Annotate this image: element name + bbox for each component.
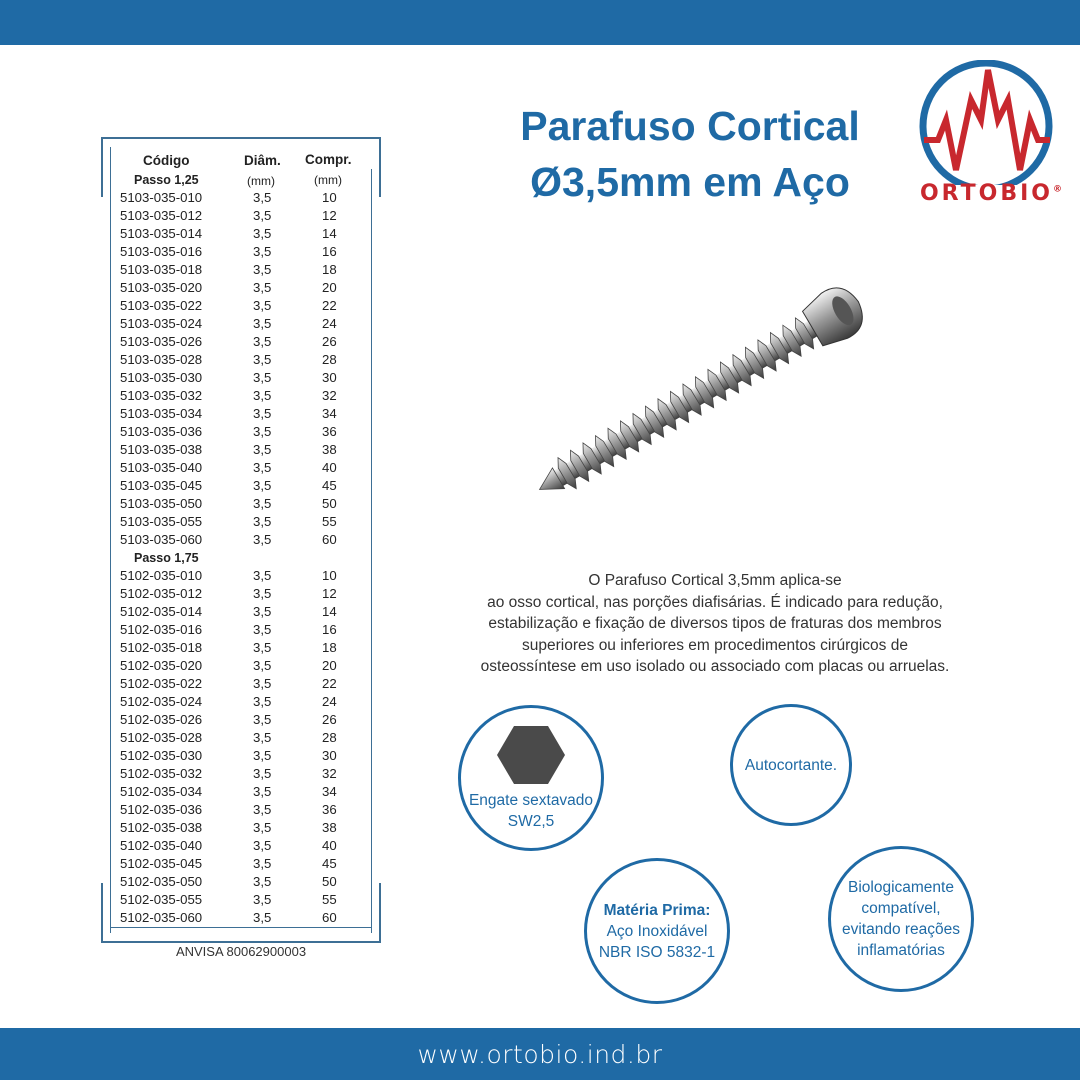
table-row	[113, 351, 358, 369]
table-row	[113, 675, 358, 693]
feature-material	[584, 858, 730, 1004]
cell-code: 5103-035-038	[120, 442, 203, 457]
cell-code: 5102-035-018	[120, 640, 203, 655]
table-row	[113, 243, 358, 261]
title-line-1: Parafuso Cortical	[520, 103, 860, 149]
logo-text: ORTOBIO	[919, 181, 1054, 206]
feature-material-line2: Aço Inoxidável	[606, 922, 708, 940]
frame-bottom	[101, 941, 381, 943]
feature-selftap-line1: Autocortante.	[744, 756, 838, 774]
feature-material-line3: NBR ISO 5832-1	[598, 943, 716, 961]
feature-material-line1: Matéria Prima:	[603, 901, 711, 919]
frame-corner	[379, 137, 381, 197]
anvisa-registration: ANVISA 80062900003	[175, 944, 307, 959]
cell-code: 5102-035-030	[120, 748, 203, 763]
feature-hex-line2: SW2,5	[507, 813, 555, 830]
cell-diameter: 3,5	[253, 910, 272, 925]
cell-diameter: 3,5	[253, 388, 272, 403]
cell-diameter: 3,5	[253, 622, 272, 637]
cell-code: 5102-035-014	[120, 604, 203, 619]
table-row	[113, 621, 358, 639]
cell-diameter: 3,5	[253, 784, 272, 799]
cell-diameter: 3,5	[253, 514, 272, 529]
screw-image	[510, 262, 900, 522]
cell-diameter: 3,5	[253, 496, 272, 511]
cell-diameter: 3,5	[253, 676, 272, 691]
header-code: Código	[143, 153, 190, 168]
cell-length: 45	[322, 478, 337, 493]
cell-length: 18	[322, 640, 337, 655]
table-row	[113, 279, 358, 297]
table-row	[113, 657, 358, 675]
table-row	[113, 639, 358, 657]
cell-length: 34	[322, 406, 337, 421]
cell-code: 5102-035-060	[120, 910, 203, 925]
cell-diameter: 3,5	[253, 460, 272, 475]
table-row	[113, 225, 358, 243]
cell-diameter: 3,5	[253, 856, 272, 871]
table-row	[113, 729, 358, 747]
frame-inner-bottom	[110, 927, 372, 928]
feature-bio-line1: Biologicamente	[848, 879, 954, 896]
cell-length: 26	[322, 712, 337, 727]
table-row	[113, 261, 358, 279]
cell-code: 5103-035-050	[120, 496, 203, 511]
table-row	[113, 333, 358, 351]
website-link[interactable]: www.ortobio.ind.br	[417, 1039, 663, 1069]
feature-hex-line1: Engate sextavado	[468, 792, 594, 809]
table-row	[113, 909, 358, 927]
cell-diameter: 3,5	[253, 244, 272, 259]
cell-code: 5103-035-040	[120, 460, 203, 475]
cell-diameter: 3,5	[253, 712, 272, 727]
header-diameter-unit: (mm)	[247, 174, 275, 188]
cell-length: 32	[322, 766, 337, 781]
table-row	[113, 441, 358, 459]
table-row	[113, 477, 358, 495]
cell-code: 5102-035-020	[120, 658, 203, 673]
cell-length: 28	[322, 352, 337, 367]
table-row	[113, 387, 358, 405]
cell-diameter: 3,5	[253, 874, 272, 889]
cell-diameter: 3,5	[253, 838, 272, 853]
cell-code: 5103-035-060	[120, 532, 203, 547]
cell-diameter: 3,5	[253, 298, 272, 313]
bottom-banner	[0, 1028, 1080, 1080]
cell-length: 60	[322, 910, 337, 925]
table-row	[113, 819, 358, 837]
frame-corner	[379, 883, 381, 943]
cell-length: 45	[322, 856, 337, 871]
group-label: Passo 1,25	[134, 173, 199, 187]
cell-diameter: 3,5	[253, 478, 272, 493]
table-body	[113, 171, 358, 927]
cell-length: 16	[322, 244, 337, 259]
table-row	[113, 459, 358, 477]
top-banner	[0, 0, 1080, 45]
cell-diameter: 3,5	[253, 640, 272, 655]
table-row	[113, 855, 358, 873]
cell-length: 22	[322, 676, 337, 691]
frame-top	[101, 137, 381, 139]
cell-code: 5102-035-024	[120, 694, 203, 709]
cell-diameter: 3,5	[253, 352, 272, 367]
cell-diameter: 3,5	[253, 370, 272, 385]
table-row	[113, 765, 358, 783]
cell-diameter: 3,5	[253, 766, 272, 781]
table-row	[113, 207, 358, 225]
cell-code: 5103-035-034	[120, 406, 203, 421]
cell-length: 34	[322, 784, 337, 799]
title-line-2: Ø3,5mm em Aço	[530, 159, 850, 205]
cell-code: 5102-035-050	[120, 874, 203, 889]
cell-diameter: 3,5	[253, 424, 272, 439]
feature-bio-line4: inflamatórias	[857, 942, 945, 959]
cell-length: 14	[322, 226, 337, 241]
cell-diameter: 3,5	[253, 442, 272, 457]
cell-length: 40	[322, 460, 337, 475]
table-row	[113, 891, 358, 909]
table-row	[113, 693, 358, 711]
cell-diameter: 3,5	[253, 532, 272, 547]
table-row	[113, 837, 358, 855]
table-row	[113, 405, 358, 423]
cell-length: 50	[322, 874, 337, 889]
cell-code: 5103-035-010	[120, 190, 203, 205]
cell-code: 5102-035-036	[120, 802, 203, 817]
cell-code: 5103-035-045	[120, 478, 203, 493]
cell-code: 5102-035-022	[120, 676, 203, 691]
cell-diameter: 3,5	[253, 658, 272, 673]
cell-length: 30	[322, 748, 337, 763]
description-line: superiores ou inferiores em procedimentos cirúrgicos de	[522, 636, 908, 654]
cell-diameter: 3,5	[253, 694, 272, 709]
logo-mark-icon	[916, 60, 1066, 185]
cell-length: 20	[322, 658, 337, 673]
cell-length: 22	[322, 298, 337, 313]
cell-code: 5103-035-036	[120, 424, 203, 439]
frame-corner	[101, 137, 103, 197]
cell-code: 5102-035-034	[120, 784, 203, 799]
table-row	[113, 369, 358, 387]
group-label: Passo 1,75	[134, 551, 199, 565]
cell-length: 55	[322, 892, 337, 907]
cell-diameter: 3,5	[253, 892, 272, 907]
header-diameter: Diâm.	[244, 153, 281, 168]
ortobio-logo	[916, 60, 1066, 220]
frame-inner-left	[110, 147, 111, 933]
cell-diameter: 3,5	[253, 820, 272, 835]
cell-code: 5102-035-010	[120, 568, 203, 583]
cell-length: 38	[322, 442, 337, 457]
cell-length: 36	[322, 802, 337, 817]
cell-length: 30	[322, 370, 337, 385]
cell-length: 26	[322, 334, 337, 349]
cell-diameter: 3,5	[253, 262, 272, 277]
cell-length: 36	[322, 424, 337, 439]
cell-code: 5102-035-040	[120, 838, 203, 853]
cell-length: 50	[322, 496, 337, 511]
cell-diameter: 3,5	[253, 802, 272, 817]
cell-code: 5103-035-020	[120, 280, 203, 295]
table-row	[113, 495, 358, 513]
feature-hex-drive	[458, 705, 604, 851]
cell-length: 12	[322, 586, 337, 601]
cell-length: 24	[322, 694, 337, 709]
frame-inner-right	[371, 169, 372, 933]
description-line: osteossíntese em uso isolado ou associado com placas ou arruelas.	[480, 658, 950, 675]
cell-code: 5103-035-012	[120, 208, 203, 223]
feature-bio-line3: evitando reações	[841, 921, 961, 938]
frame-corner	[101, 883, 103, 943]
cell-length: 12	[322, 208, 337, 223]
table-row	[113, 873, 358, 891]
cell-diameter: 3,5	[253, 316, 272, 331]
cell-code: 5102-035-032	[120, 766, 203, 781]
table-row	[113, 423, 358, 441]
cell-diameter: 3,5	[253, 280, 272, 295]
table-row	[113, 603, 358, 621]
cell-code: 5102-035-016	[120, 622, 203, 637]
cell-code: 5103-035-018	[120, 262, 203, 277]
cell-length: 38	[322, 820, 337, 835]
cell-length: 60	[322, 532, 337, 547]
logo-wordmark	[916, 181, 1066, 206]
cell-code: 5103-035-026	[120, 334, 203, 349]
table-row	[113, 567, 358, 585]
feature-bio-line2: compatível,	[861, 900, 941, 917]
table-row	[113, 513, 358, 531]
table-row	[113, 531, 358, 549]
page-title	[480, 98, 900, 210]
header-length-unit: (mm)	[314, 173, 342, 187]
cell-diameter: 3,5	[253, 748, 272, 763]
cell-code: 5103-035-032	[120, 388, 203, 403]
table-row	[113, 801, 358, 819]
table-row	[113, 189, 358, 207]
cell-diameter: 3,5	[253, 568, 272, 583]
description-line: estabilização e fixação de diversos tipos de fraturas dos membros	[488, 615, 942, 632]
cell-length: 24	[322, 316, 337, 331]
cell-length: 20	[322, 280, 337, 295]
cell-code: 5102-035-038	[120, 820, 203, 835]
cell-length: 55	[322, 514, 337, 529]
cell-code: 5103-035-016	[120, 244, 203, 259]
cell-code: 5103-035-055	[120, 514, 203, 529]
cell-length: 10	[322, 568, 337, 583]
cell-diameter: 3,5	[253, 730, 272, 745]
registered-mark: ®	[1053, 184, 1063, 195]
cell-code: 5102-035-055	[120, 892, 203, 907]
cell-code: 5102-035-012	[120, 586, 203, 601]
cell-code: 5103-035-014	[120, 226, 203, 241]
cell-length: 16	[322, 622, 337, 637]
cell-diameter: 3,5	[253, 406, 272, 421]
cell-diameter: 3,5	[253, 208, 272, 223]
cell-length: 10	[322, 190, 337, 205]
cell-code: 5103-035-024	[120, 316, 203, 331]
cell-diameter: 3,5	[253, 586, 272, 601]
feature-biocompatible	[828, 846, 974, 992]
cell-length: 14	[322, 604, 337, 619]
product-table	[113, 150, 358, 927]
cell-length: 28	[322, 730, 337, 745]
cell-diameter: 3,5	[253, 190, 272, 205]
header-length: Compr.	[305, 152, 352, 167]
cell-code: 5102-035-028	[120, 730, 203, 745]
cell-code: 5103-035-022	[120, 298, 203, 313]
table-row	[113, 297, 358, 315]
cell-code: 5103-035-030	[120, 370, 203, 385]
table-row	[113, 747, 358, 765]
cell-length: 40	[322, 838, 337, 853]
cell-code: 5102-035-026	[120, 712, 203, 727]
feature-self-tapping	[730, 704, 852, 826]
description-line: ao osso cortical, nas porções diafisárias. É indicado para redução,	[487, 593, 943, 611]
cell-diameter: 3,5	[253, 226, 272, 241]
product-description	[450, 570, 980, 678]
cell-length: 18	[322, 262, 337, 277]
cell-code: 5103-035-028	[120, 352, 203, 367]
description-line: O Parafuso Cortical 3,5mm aplica-se	[588, 572, 842, 589]
table-row	[113, 783, 358, 801]
hexagon-icon	[496, 724, 566, 786]
table-row	[113, 711, 358, 729]
cell-diameter: 3,5	[253, 334, 272, 349]
cell-code: 5102-035-045	[120, 856, 203, 871]
cell-length: 32	[322, 388, 337, 403]
table-row	[113, 585, 358, 603]
table-row	[113, 315, 358, 333]
cell-diameter: 3,5	[253, 604, 272, 619]
